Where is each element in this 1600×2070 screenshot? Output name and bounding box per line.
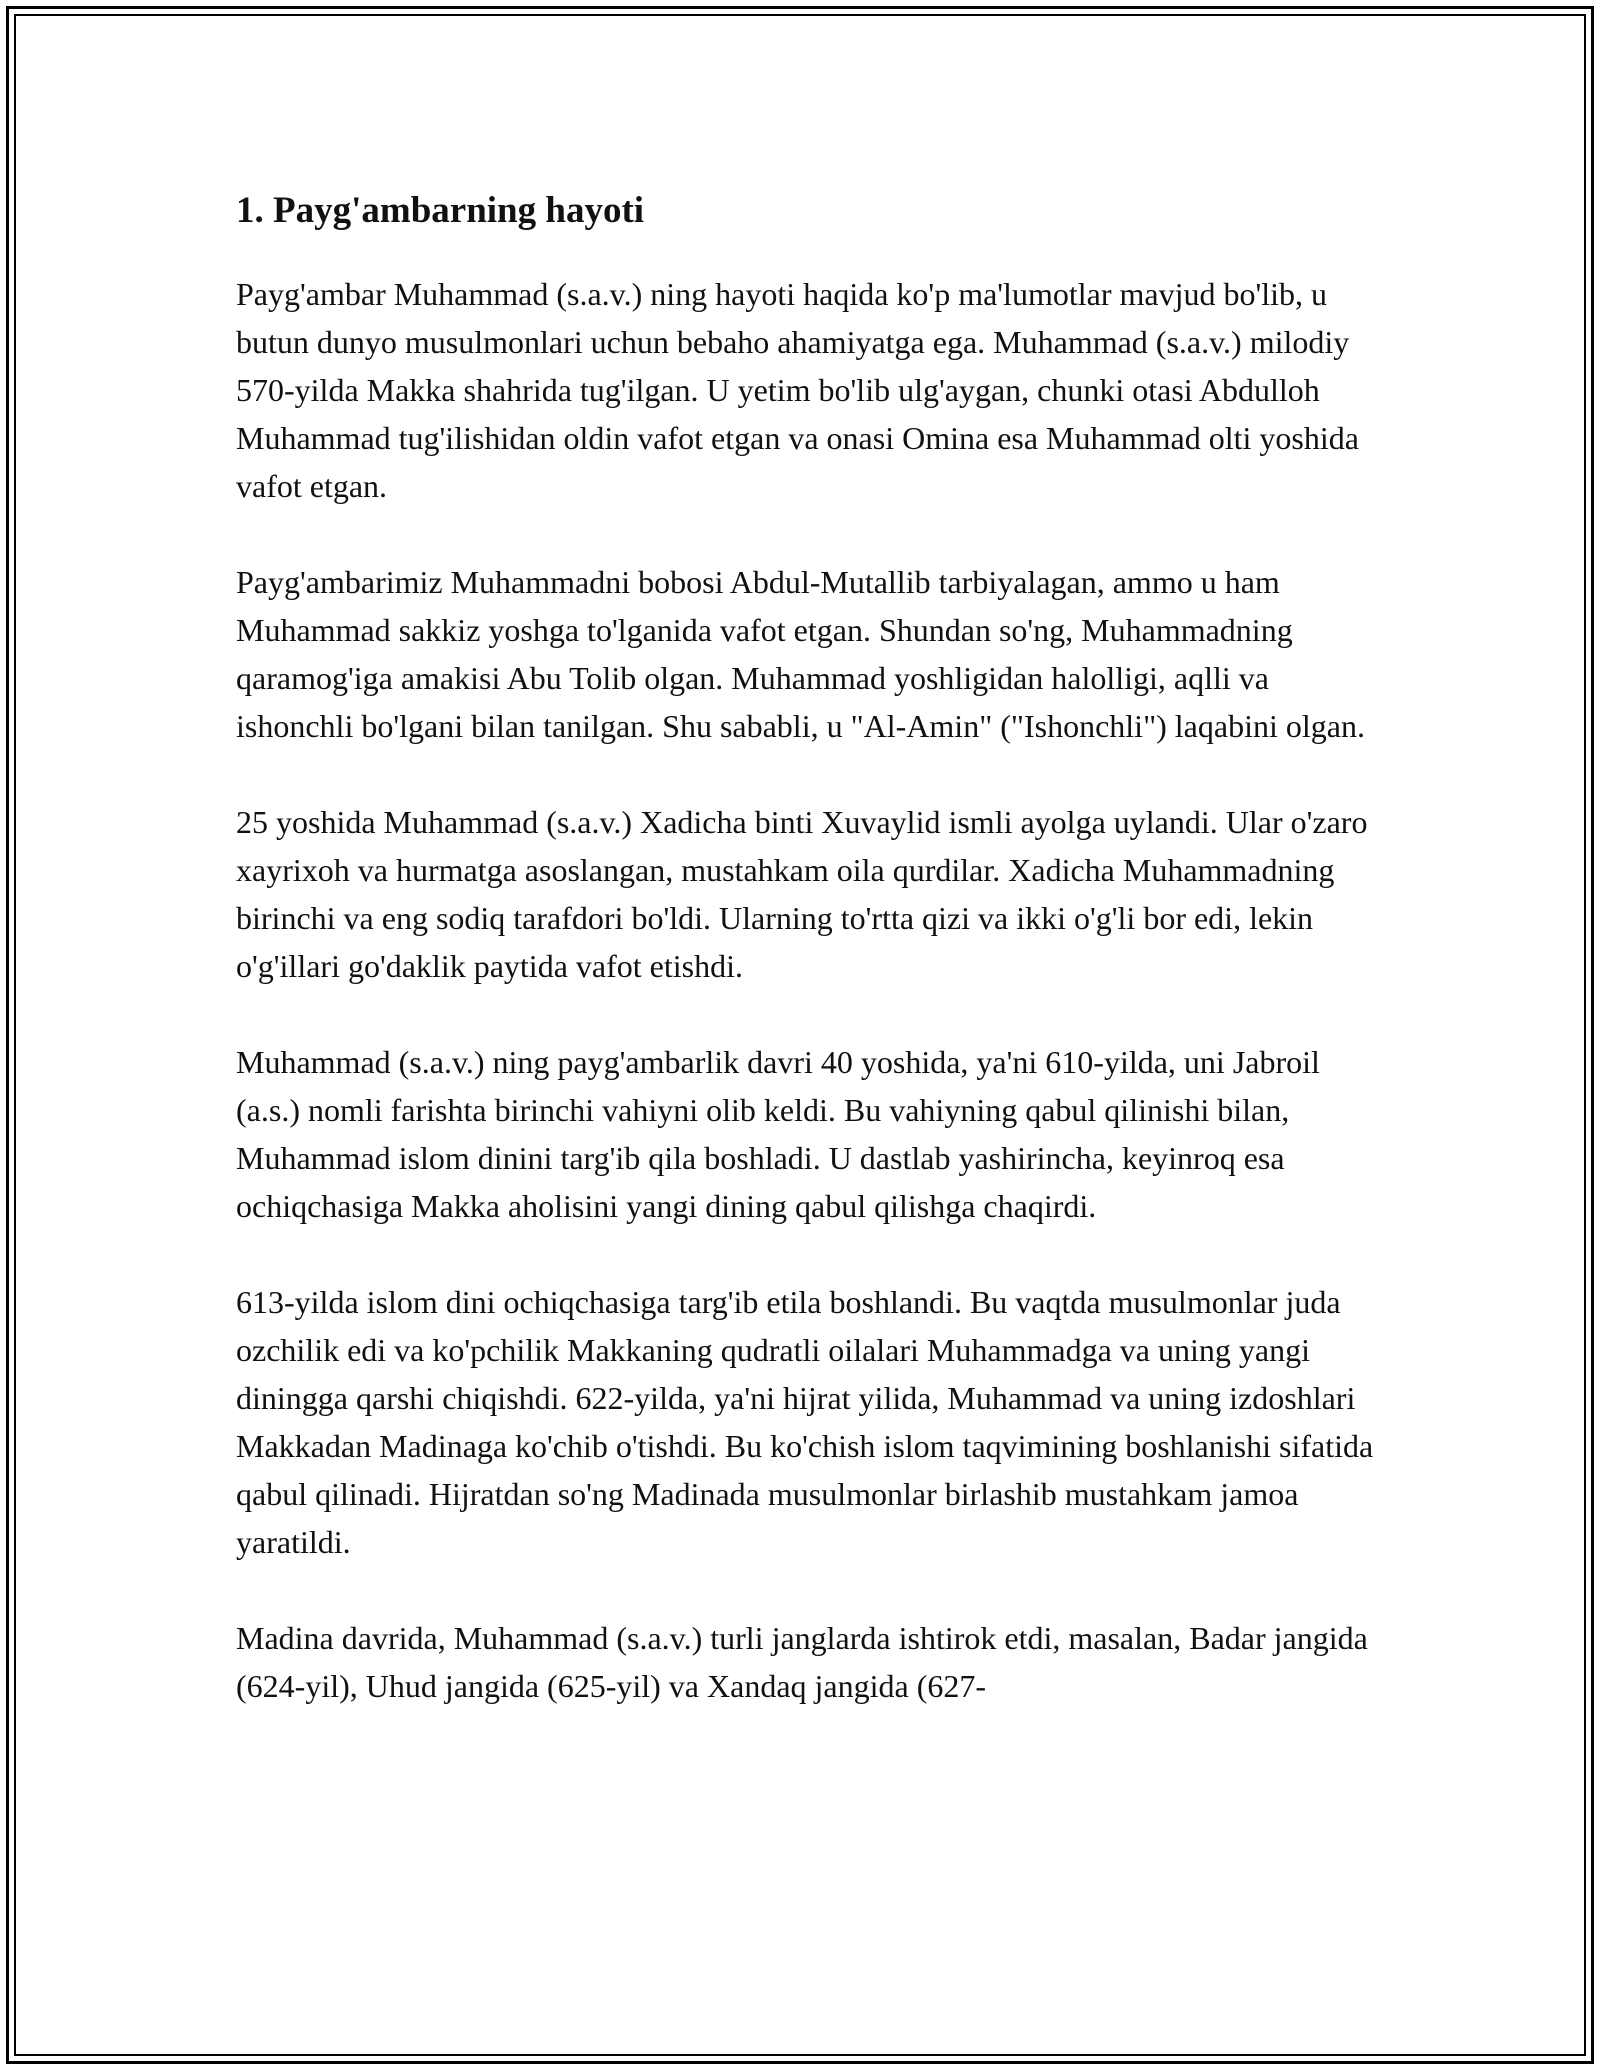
paragraph-4: Muhammad (s.a.v.) ning payg'ambarlik davri 40 yoshida, ya'ni 610-yilda, uni Jabroil (a.s.) nomli farishta birinchi vahiyni olib keldi. Bu vahiyning qabul qilinishi bilan, Muhammad islom dinini targ'ib qila boshladi. U dastlab yashirincha, keyinroq esa ochiqchasiga Makka aholisini yangi dining qabul qilishga chaqirdi. — [236, 1044, 1320, 1224]
paragraph-5: 613-yilda islom dini ochiqchasiga targ'ib etila boshlandi. Bu vaqtda musulmonlar juda ozchilik edi va ko'pchilik Makkaning qudratli oilalari Muhammadga va uning yangi diningga qarshi chiqishdi. 622-yilda, ya'ni hijrat yilida, Muhammad va uning izdoshlari Makkadan Madinaga ko'chib o'tishdi. Bu ko'chish islom taqvimining boshlanishi sifatida qabul qilinadi. Hijratdan so'ng Madinada musulmonlar birlashib mustahkam jamoa yaratildi. — [236, 1284, 1374, 1560]
section-heading: 1. Payg'ambarning hayoti — [236, 190, 645, 231]
document-body — [236, 186, 1376, 1758]
paragraph-2: Payg'ambarimiz Muhammadni bobosi Abdul-Mutallib tarbiyalagan, ammo u ham Muhammad sakkiz yoshga to'lganida vafot etgan. Shundan so'ng, Muhammadning qaramog'iga amakisi Abu Tolib olgan. Muhammad yoshligidan halolligi, aqlli va ishonchli bo'lgani bilan tanilgan. Shu sababli, u "Al-Amin" ("Ishonchli") laqabini olgan. — [236, 564, 1365, 744]
paragraph-3: 25 yoshida Muhammad (s.a.v.) Xadicha binti Xuvaylid ismli ayolga uylandi. Ular o'zaro xayrixoh va hurmatga asoslangan, mustahkam oila qurdilar. Xadicha Muhammadning birinchi va eng sodiq tarafdori bo'ldi. Ularning to'rtta qizi va ikki o'g'li bor edi, lekin o'g'illari go'daklik paytida vafot etishdi. — [236, 804, 1368, 984]
paragraph-1: Payg'ambar Muhammad (s.a.v.) ning hayoti haqida ko'p ma'lumotlar mavjud bo'lib, u butun dunyo musulmonlari uchun bebaho ahamiyatga ega. Muhammad (s.a.v.) milodiy 570-yilda Makka shahrida tug'ilgan. U yetim bo'lib ulg'aygan, chunki otasi Abdulloh Muhammad tug'ilishidan oldin vafot etgan va onasi Omina esa Muhammad olti yoshida vafot etgan. — [236, 276, 1359, 504]
paragraph-6: Madina davrida, Muhammad (s.a.v.) turli janglarda ishtirok etdi, masalan, Badar jangida (624-yil), Uhud jangida (625-yil) va Xandaq jangida (627- — [236, 1620, 1368, 1704]
